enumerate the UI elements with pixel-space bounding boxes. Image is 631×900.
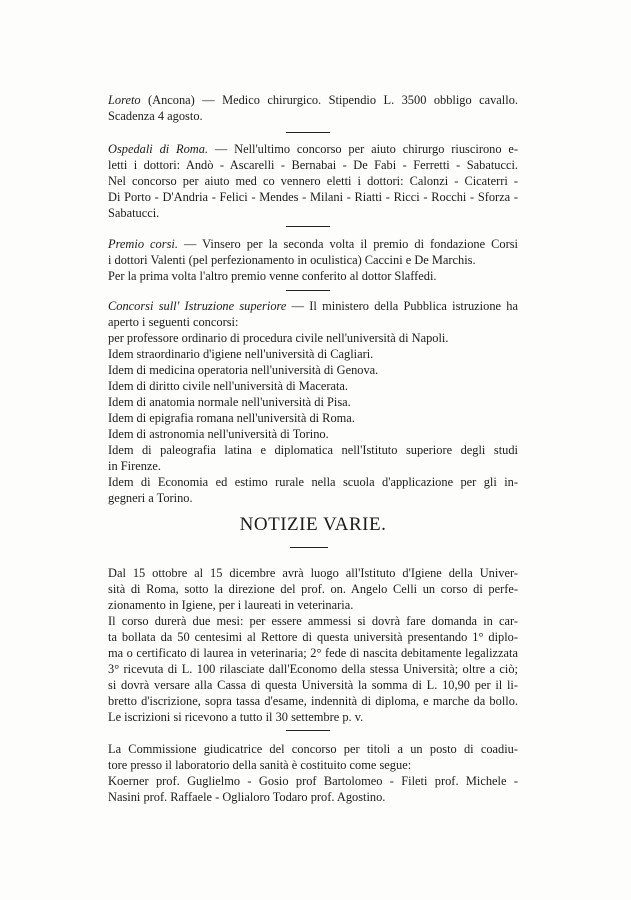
section-heading: NOTIZIE VARIE. xyxy=(239,514,387,535)
corso-line-4: Il corso durerà due mesi: per essere ammessi si dovrà fare domanda in car- xyxy=(108,614,518,628)
section-divider xyxy=(286,730,330,731)
concorsi-line-12: Idem di Economia ed estimo rurale nella scuola d'applicazione per gli in- xyxy=(108,475,518,489)
loreto-line-2: Scadenza 4 agosto. xyxy=(108,109,203,123)
section-divider xyxy=(286,290,330,291)
corso-line-7: 3° ricevuta di L. 100 rilasciate dall'Economo della stessa Università; oltre a ciò; xyxy=(108,662,518,676)
commissione-line-1: La Commissione giudicatrice del concorso per titoli a un posto di coadiu- xyxy=(108,742,518,756)
concorsi-line-6: Idem di diritto civile nell'università di Macerata. xyxy=(108,379,348,393)
ospedali-text: — Nell'ultimo concorso per aiuto chirurgo riuscirono e- xyxy=(208,142,518,156)
ospedali-line-2: letti i dottori: Andò - Ascarelli - Bernabai - De Fabi - Ferretti - Sabatucci. xyxy=(108,158,518,172)
corso-line-10: Le iscrizioni si ricevono a tutto il 30 settembre p. v. xyxy=(108,710,364,724)
heading-divider xyxy=(290,547,328,548)
concorsi-line-7: Idem di anatomia normale nell'università di Pisa. xyxy=(108,395,351,409)
section-divider xyxy=(286,226,330,227)
corso-line-6: ma o certificato di laurea in veterinaria; 2° fede di nascita debitamente legalizzata xyxy=(108,646,518,660)
concorsi-line-2: aperto i seguenti concorsi: xyxy=(108,315,239,329)
ospedali-line-3: Nel concorso per aiuto med co vennero eletti i dottori: Calonzi - Cicaterri - xyxy=(108,174,518,188)
concorsi-line-4: Idem straordinario d'igiene nell'università di Cagliari. xyxy=(108,347,374,361)
ospedali-line-4: Di Porto - D'Andria - Felici - Mendes - Milani - Riatti - Ricci - Rocchi - Sforza - xyxy=(108,190,518,204)
ospedali-line-5: Sabatucci. xyxy=(108,206,160,220)
concorsi-line-1 xyxy=(108,298,518,314)
corso-line-1: Dal 15 ottobre al 15 dicembre avrà luogo all'Istituto d'Igiene della Univer- xyxy=(108,566,518,580)
premio-title: Premio corsi. xyxy=(108,237,178,251)
premio-line-3: Per la prima volta l'altro premio venne conferito al dottor Slaffedi. xyxy=(108,269,437,283)
loreto-title: Loreto xyxy=(108,93,141,107)
premio-text: — Vinsero per la seconda volta il premio di fondazione Corsi xyxy=(177,237,518,251)
premio-line-2: i dottori Valenti (pel perfezionamento in oculistica) Caccini e De Marchis. xyxy=(108,253,476,267)
commissione-line-2: tore presso il laboratorio della sanità è costituito come segue: xyxy=(108,758,412,772)
corso-line-8: si dovrà versare alla Cassa di questa Università la somma di L. 10,90 per il li- xyxy=(108,678,518,692)
concorsi-text: — Il ministero della Pubblica istruzione ha xyxy=(286,299,518,313)
loreto-line-1 xyxy=(108,92,518,108)
concorsi-line-5: Idem di medicina operatoria nell'università di Genova. xyxy=(108,363,379,377)
ospedali-line-1 xyxy=(108,141,518,157)
concorsi-line-9: Idem di astronomia nell'università di Torino. xyxy=(108,427,329,441)
commissione-line-3: Koerner prof. Guglielmo - Gosio prof Bartolomeo - Fileti prof. Michele - xyxy=(108,774,518,788)
section-divider xyxy=(286,132,330,133)
ospedali-title: Ospedali di Roma. xyxy=(108,142,209,156)
concorsi-title: Concorsi sull' Istruzione superiore xyxy=(108,299,287,313)
concorsi-line-13: gegneri a Torino. xyxy=(108,491,193,505)
concorsi-line-11: in Firenze. xyxy=(108,459,161,473)
corso-line-3: zionamento in Igiene, per i laureati in veterinaria. xyxy=(108,598,354,612)
premio-line-1 xyxy=(108,236,518,252)
loreto-text: (Ancona) — Medico chirurgico. Stipendio L. 3500 obbligo cavallo. xyxy=(140,93,518,107)
corso-line-2: sità di Roma, sotto la direzione del prof. on. Angelo Celli un corso di perfe- xyxy=(108,582,518,596)
corso-line-5: ta bollata da 50 centesimi al Rettore di questa università presentando 1° diplo- xyxy=(108,630,518,644)
commissione-line-4: Nasini prof. Raffaele - Oglialoro Todaro prof. Agostino. xyxy=(108,790,386,804)
corso-line-9: bretto d'iscrizione, sopra tassa d'esame, indennità di diploma, e marche da bollo. xyxy=(108,694,518,708)
concorsi-line-10: Idem di paleografia latina e diplomatica nell'Istituto superiore degli studi xyxy=(108,443,518,457)
concorsi-line-8: Idem di epigrafia romana nell'università di Roma. xyxy=(108,411,355,425)
concorsi-line-3: per professore ordinario di procedura civile nell'università di Napoli. xyxy=(108,331,449,345)
